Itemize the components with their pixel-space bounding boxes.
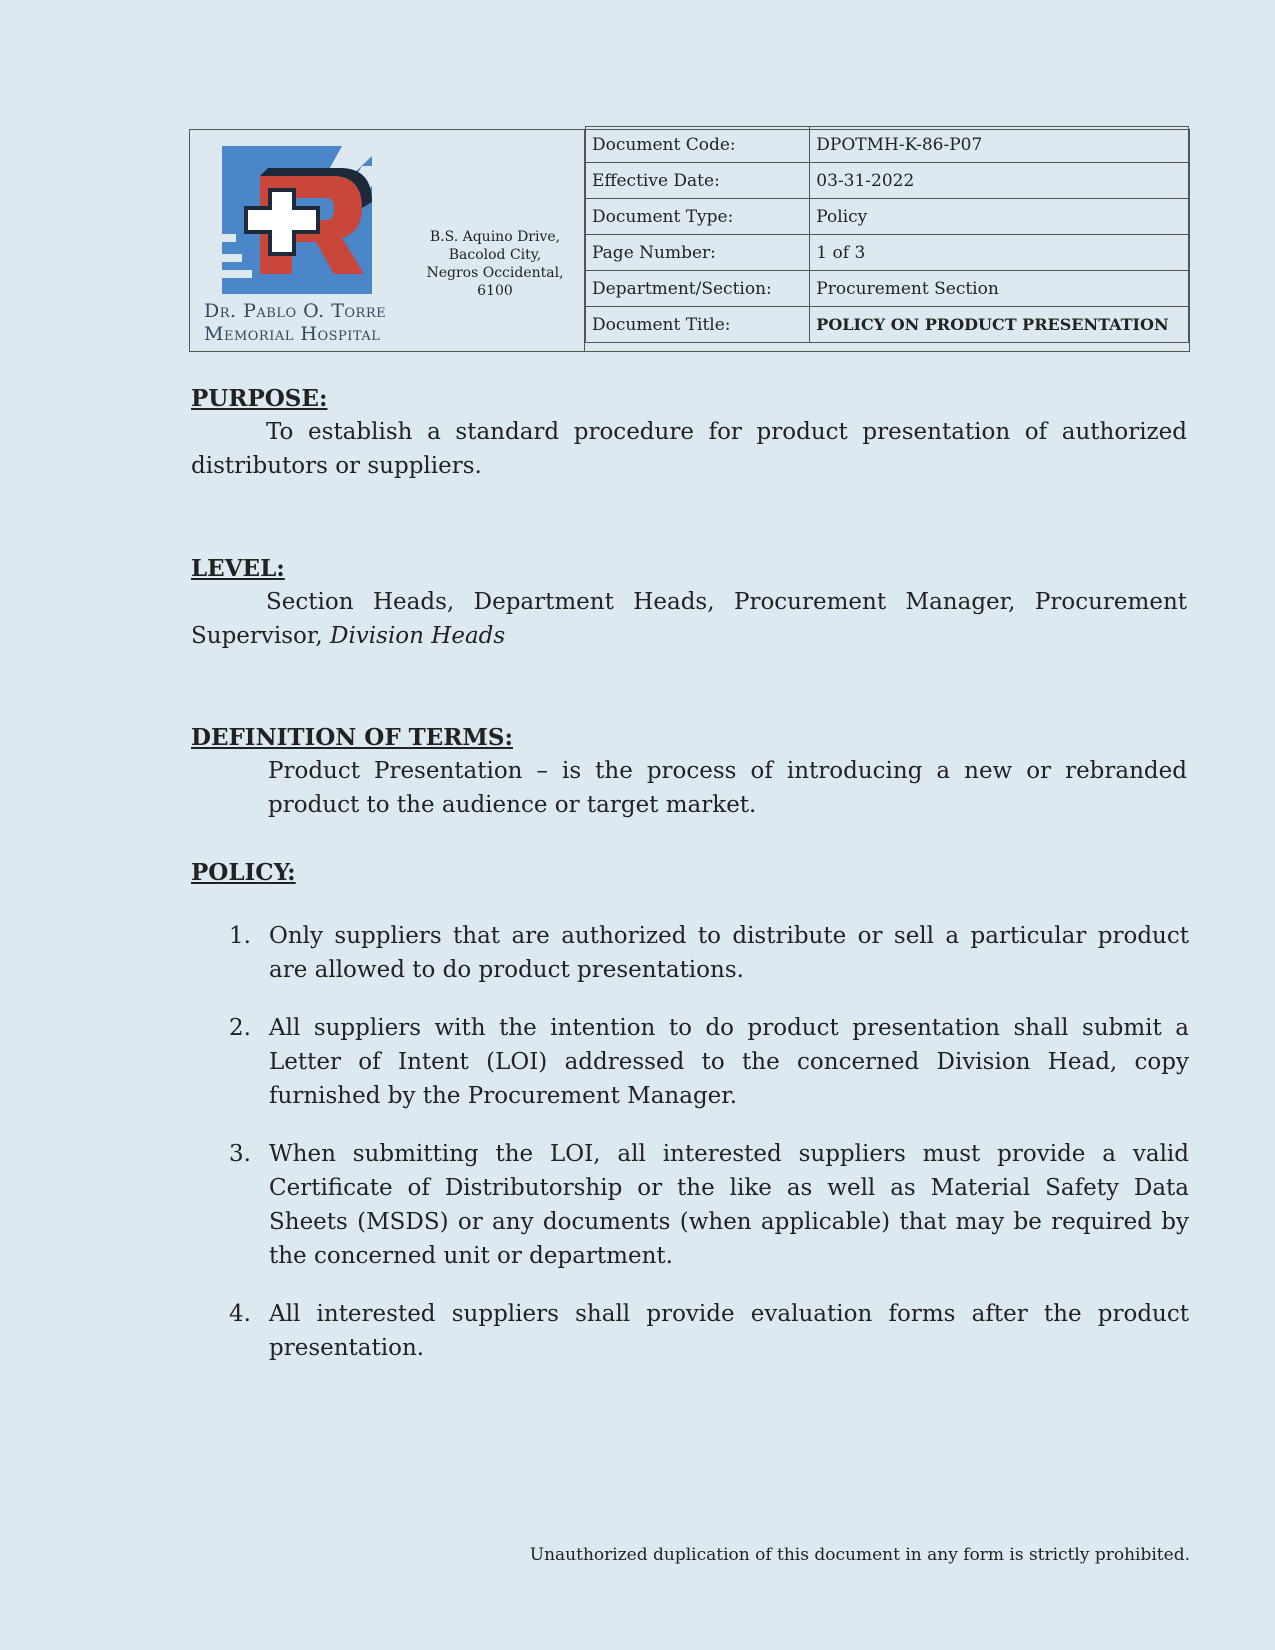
policy-section [191,857,1187,889]
meta-value: Procurement Section [810,271,1189,307]
list-item-number: 3. [229,1141,251,1167]
table-row [586,163,1189,199]
footer-notice: Unauthorized duplication of this document in any form is strictly prohibited. [529,1545,1190,1565]
meta-label: Document Code: [586,127,810,163]
table-row [586,271,1189,307]
address-line: 6100 [477,283,513,299]
purpose-heading: PURPOSE: [191,385,328,412]
list-item [229,1011,1189,1113]
purpose-text: To establish a standard procedure for product presentation of authorized distributors or suppliers. [191,419,1187,479]
level-text-roles: Section Heads, Department Heads, Procurement Manager, Procurement Supervisor, [191,589,1187,649]
hospital-name [204,300,409,346]
policy-heading: POLICY: [191,859,296,886]
definition-text: Product Presentation – is the process of introducing a new or rebranded product to the audience or target market. [268,758,1187,818]
meta-label: Document Title: [586,307,810,343]
meta-label: Department/Section: [586,271,810,307]
list-item-number: 1. [229,923,251,949]
meta-value: 1 of 3 [810,235,1189,271]
meta-label: Page Number: [586,235,810,271]
meta-label: Effective Date: [586,163,810,199]
table-row [586,127,1189,163]
list-item-text: All interested suppliers shall provide evaluation forms after the product presentation. [269,1301,1189,1361]
hospital-name-line2: Memorial Hospital [204,323,381,345]
address-line: Negros Occidental, [426,265,564,281]
definition-heading: DEFINITION OF TERMS: [191,724,513,751]
address-line: B.S. Aquino Drive, [429,229,561,245]
level-text [191,585,1187,653]
level-section [191,553,1187,653]
meta-value: 03-31-2022 [810,163,1189,199]
hospital-logo-icon [222,146,382,296]
list-item [229,1137,1189,1273]
meta-label: Document Type: [586,199,810,235]
list-item [229,919,1189,987]
list-item-number: 2. [229,1015,251,1041]
meta-value: Policy [810,199,1189,235]
list-item-text: Only suppliers that are authorized to distribute or sell a particular product are allowed to do product presentations. [269,923,1189,983]
table-row [586,307,1189,343]
document-header [189,129,1190,352]
document-meta-table [585,126,1189,343]
meta-value: DPOTMH-K-86-P07 [810,127,1189,163]
policy-list [229,919,1189,1389]
hospital-address [410,228,580,300]
level-text-italic: Division Heads [330,623,506,649]
logo-cell [190,130,585,351]
table-row [586,235,1189,271]
level-heading: LEVEL: [191,555,285,582]
purpose-section [191,383,1187,483]
list-item-number: 4. [229,1301,251,1327]
address-line: Bacolod City, [448,247,542,263]
list-item-text: When submitting the LOI, all interested suppliers must provide a valid Certificate of Distributorship or the like as well as Material Safety Data Sheets (MSDS) or any documents (when applicable) that may be required by the concerned unit or department. [269,1141,1189,1269]
list-item [229,1297,1189,1365]
list-item-text: All suppliers with the intention to do product presentation shall submit a Letter of Intent (LOI) addressed to the concerned Division Head, copy furnished by the Procurement Manager. [269,1015,1189,1109]
hospital-name-line1: Dr. Pablo O. Torre [204,300,387,322]
definition-section [191,722,1187,822]
document-title-value: POLICY ON PRODUCT PRESENTATION [810,307,1189,343]
table-row [586,199,1189,235]
